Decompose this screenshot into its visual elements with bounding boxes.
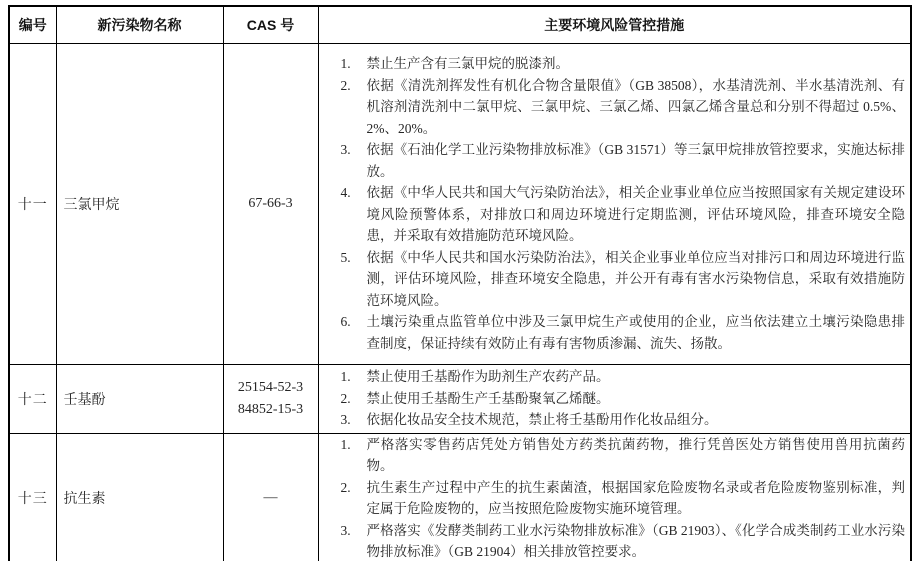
measures-list (319, 434, 911, 561)
measure-item: 依据《清洗剂挥发性有机化合物含量限值》（GB 38508），水基清洗剂、半水基清洗剂、有机溶剂清洗剂中二氯甲烷、三氯甲烷、三氯乙烯、四氯乙烯含量总和分别不得超过 0.5%、2%、20%。 (366, 77, 905, 136)
cell-measures (318, 364, 911, 433)
measure-item: 土壤污染重点监管单位中涉及三氯甲烷生产或使用的企业，应当依法建立土壤污染隐患排查制度，保证持续有效防止有毒有害物质渗漏、流失、扬散。 (366, 314, 905, 351)
measures-list (319, 53, 911, 354)
col-header-pollutant-name: 新污染物名称 (56, 6, 223, 43)
cell-cas-number (223, 43, 318, 364)
measure-item: 依据化妆品安全技术规范，禁止将壬基酚用作化妆品组分。 (366, 412, 718, 428)
measure-item: 禁止使用壬基酚作为助剂生产农药产品。 (366, 369, 610, 385)
cell-pollutant-name: 壬基酚 (56, 364, 223, 433)
cas-value: — (263, 490, 278, 505)
cell-pollutant-name: 抗生素 (56, 433, 223, 561)
pollutant-measures-table (8, 5, 912, 561)
table-row (9, 43, 911, 364)
cell-cas-number (223, 364, 318, 433)
cas-value: 67-66-3 (248, 195, 293, 211)
cell-measures (318, 43, 911, 364)
col-header-number: 编号 (9, 6, 56, 43)
measure-item: 严格落实零售药店凭处方销售处方药类抗菌药物，推行凭兽医处方销售使用兽用抗菌药物。 (366, 436, 905, 473)
table-row (9, 433, 911, 561)
measures-list (319, 366, 911, 431)
col-header-measures: 主要环境风险管控措施 (318, 6, 911, 43)
measure-item: 依据《中华人民共和国水污染防治法》，相关企业事业单位应当对排污口和周边环境进行监测，评估环境风险，排查环境安全隐患，并公开有毒有害水污染物信息，采取有效措施防范环境风险。 (366, 249, 905, 308)
cell-measures (318, 433, 911, 561)
measure-item: 依据《中华人民共和国大气污染防治法》，相关企业事业单位应当按照国家有关规定建设环境风险预警体系，对排放口和周边环境进行定期监测，评估环境风险，排查环境安全隐患，并采取有效措施防范环境风险。 (366, 185, 905, 243)
cas-value: 25154-52-3 (237, 379, 304, 395)
cell-pollutant-name: 三氯甲烷 (56, 43, 223, 364)
cell-cas-number (223, 433, 318, 561)
cell-number: 十三 (9, 433, 56, 561)
cell-number: 十一 (9, 43, 56, 364)
measure-item: 抗生素生产过程中产生的抗生素菌渣，根据国家危险废物名录或者危险废物鉴别标准，判定属于危险废物的，应当按照危险废物实施环境管理。 (366, 479, 905, 516)
cas-value: 84852-15-3 (237, 401, 304, 417)
table-header-row (9, 6, 911, 43)
measure-item: 严格落实《发酵类制药工业水污染物排放标准》（GB 21903）、《化学合成类制药工业水污染物排放标准》（GB 21904）相关排放管控要求。 (366, 522, 905, 559)
col-header-cas: CAS 号 (223, 6, 318, 43)
measure-item: 依据《石油化学工业污染物排放标准》（GB 31571）等三氯甲烷排放管控要求，实施达标排放。 (366, 142, 905, 179)
cell-number: 十二 (9, 364, 56, 433)
measure-item: 禁止生产含有三氯甲烷的脱漆剂。 (366, 56, 569, 71)
measure-item: 禁止使用壬基酚生产壬基酚聚氧乙烯醚。 (366, 390, 610, 406)
table-row (9, 364, 911, 433)
